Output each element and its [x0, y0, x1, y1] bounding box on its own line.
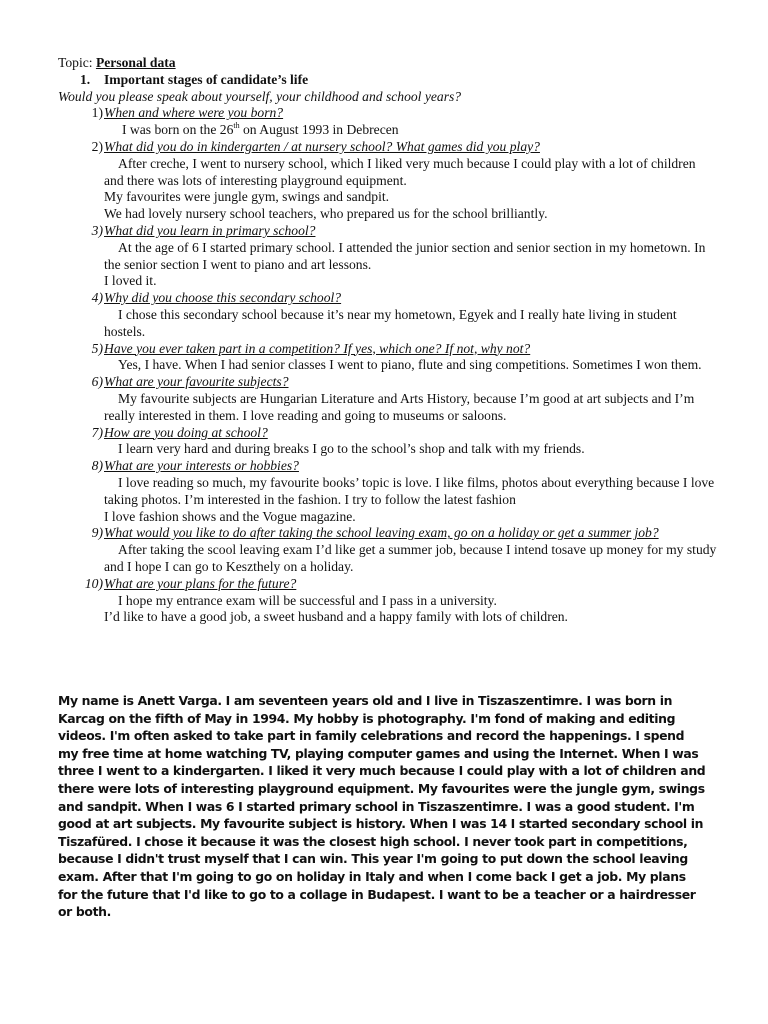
question-number: 7): [91, 424, 103, 440]
answer-paragraph: We had lovely nursery school teachers, who prepared us for the school brilliantly.: [104, 206, 548, 222]
question-text: What did you do in kindergarten / at nursery school? What games did you play?: [104, 138, 540, 154]
list-item: [58, 374, 718, 424]
question-text: What are your plans for the future?: [104, 575, 297, 591]
question-number: 6): [91, 374, 103, 390]
question-number: 9): [91, 525, 103, 541]
answer-paragraph: I love fashion shows and the Vogue magazine.: [104, 508, 356, 524]
answer: [104, 593, 718, 627]
answer: [104, 391, 718, 425]
question-number: 5): [91, 340, 103, 356]
answer: [104, 122, 718, 139]
topic-label: Topic:: [58, 55, 96, 70]
question-number: 8): [91, 458, 103, 474]
question-text: What would you like to do after taking the school leaving exam, go on a holiday or get a summer job?: [104, 525, 659, 541]
question-number: 2): [91, 138, 103, 154]
question-row: [58, 525, 718, 542]
list-item: [58, 290, 718, 340]
section-heading: [80, 72, 718, 89]
answer: [104, 542, 718, 576]
question-row: [58, 139, 718, 156]
superscript: th: [233, 120, 240, 130]
answer-paragraph: After creche, I went to nursery school, which I liked very much because I could play with a lot of children and there was lots of interesting playground equipment.: [104, 155, 696, 188]
question-row: [58, 341, 718, 358]
essay-paragraph: My name is Anett Varga. I am seventeen years old and I live in Tiszaszentimre. I was born in Karcag on the fifth of May in 1994. My hobby is photography. I'm fond of making and editing videos. I'm often asked to take part in family celebrations and record the happenings. I spend my free time at home watching TV, playing computer games and using the Internet. When I was three I went to a kindergarten. I liked it very much because I could play with a lot of children and there were lots of interesting playground equipment. My favourites were the jungle gym, swings and sandpit. When I was 6 I started primary school in Tiszaszentimre. I was a good student. I'm good at art subjects. My favourite subject is history. When I was 14 I started secondary school in Tiszafüred. I chose it because it was the closest high school. I never took part in competitions, because I didn't trust myself that I can win. This year I'm going to put down the school leaving exam. After that I'm going to go on holiday in Italy and when I come back I get a job. My plans for the future that I'd like to go to a collage in Budapest. I want to be a teacher or a hairdresser or both.: [58, 693, 706, 920]
list-item: [58, 576, 718, 626]
answer-paragraph: At the age of 6 I started primary school. I attended the junior section and senior section in my hometown. In the senior section I went to piano and art lessons.: [104, 239, 706, 272]
question-row: [58, 105, 718, 122]
intro-question: Would you please speak about yourself, your childhood and school years?: [58, 88, 462, 104]
list-item: [58, 341, 718, 375]
answer: [104, 307, 718, 341]
answer-paragraph: I hope my entrance exam will be successful and I pass in a university.: [118, 592, 497, 608]
answer-paragraph: [104, 122, 718, 139]
answer: [104, 240, 718, 290]
question-number: 10): [84, 575, 103, 591]
section-number: 1.: [80, 71, 91, 87]
question-number: 4): [91, 290, 103, 306]
answer-paragraph: Yes, I have. When I had senior classes I went to piano, flute and sing competitions. Sometimes I won them.: [118, 357, 702, 373]
answer-paragraph: I’d like to have a good job, a sweet husband and a happy family with lots of children.: [104, 609, 568, 625]
question-row: [58, 576, 718, 593]
list-item: [58, 105, 718, 139]
list-item: [58, 223, 718, 290]
question-text: What are your interests or hobbies?: [104, 458, 299, 474]
section-title: Important stages of candidate’s life: [104, 71, 309, 87]
answer-paragraph: I loved it.: [104, 273, 157, 289]
question-number: 3): [91, 222, 103, 238]
question-list: [58, 105, 718, 626]
list-item: [58, 139, 718, 223]
question-row: [58, 290, 718, 307]
answer-paragraph: My favourite subjects are Hungarian Literature and Arts History, because I’m good at art subjects and I’m really interested in them. I love reading and going to museums or saloons.: [104, 390, 695, 423]
answer: [104, 475, 718, 525]
topic-line: [58, 55, 718, 72]
list-item: [58, 425, 718, 459]
answer-text: on August 1993 in Debrecen: [239, 122, 399, 138]
list-item: [58, 525, 718, 575]
answer: [104, 441, 718, 458]
question-row: [58, 374, 718, 391]
question-number: 1): [91, 105, 103, 121]
answer-paragraph: My favourites were jungle gym, swings and sandpit.: [104, 189, 390, 205]
answer-text: I was born on the 26: [122, 122, 234, 138]
answer-paragraph: After taking the scool leaving exam I’d like get a summer job, because I intend tosave up money for my study and I hope I can go to Keszthely on a holiday.: [104, 542, 717, 574]
list-item: [58, 458, 718, 525]
question-text: What did you learn in primary school?: [104, 222, 316, 238]
question-row: [58, 223, 718, 240]
answer-paragraph: I learn very hard and during breaks I go to the school’s shop and talk with my friends.: [118, 441, 585, 457]
answer: [104, 357, 718, 374]
answer: [104, 156, 718, 223]
question-text: Why did you choose this secondary school?: [104, 290, 342, 306]
question-row: [58, 458, 718, 475]
document-page: [58, 55, 718, 626]
question-text: What are your favourite subjects?: [104, 374, 289, 390]
question-row: [58, 425, 718, 442]
question-text: How are you doing at school?: [104, 424, 268, 440]
question-text: When and where were you born?: [104, 105, 284, 121]
answer-paragraph: I chose this secondary school because it’s near my hometown, Egyek and I really hate living in student hostels.: [104, 306, 677, 339]
topic-value: Personal data: [95, 55, 176, 70]
answer-paragraph: I love reading so much, my favourite books’ topic is love. I like films, photos about everything because I love taking photos. I’m interested in the fashion. I try to follow the latest fashion: [104, 474, 715, 507]
question-text: Have you ever taken part in a competition? If yes, which one? If not, why not?: [104, 340, 531, 356]
